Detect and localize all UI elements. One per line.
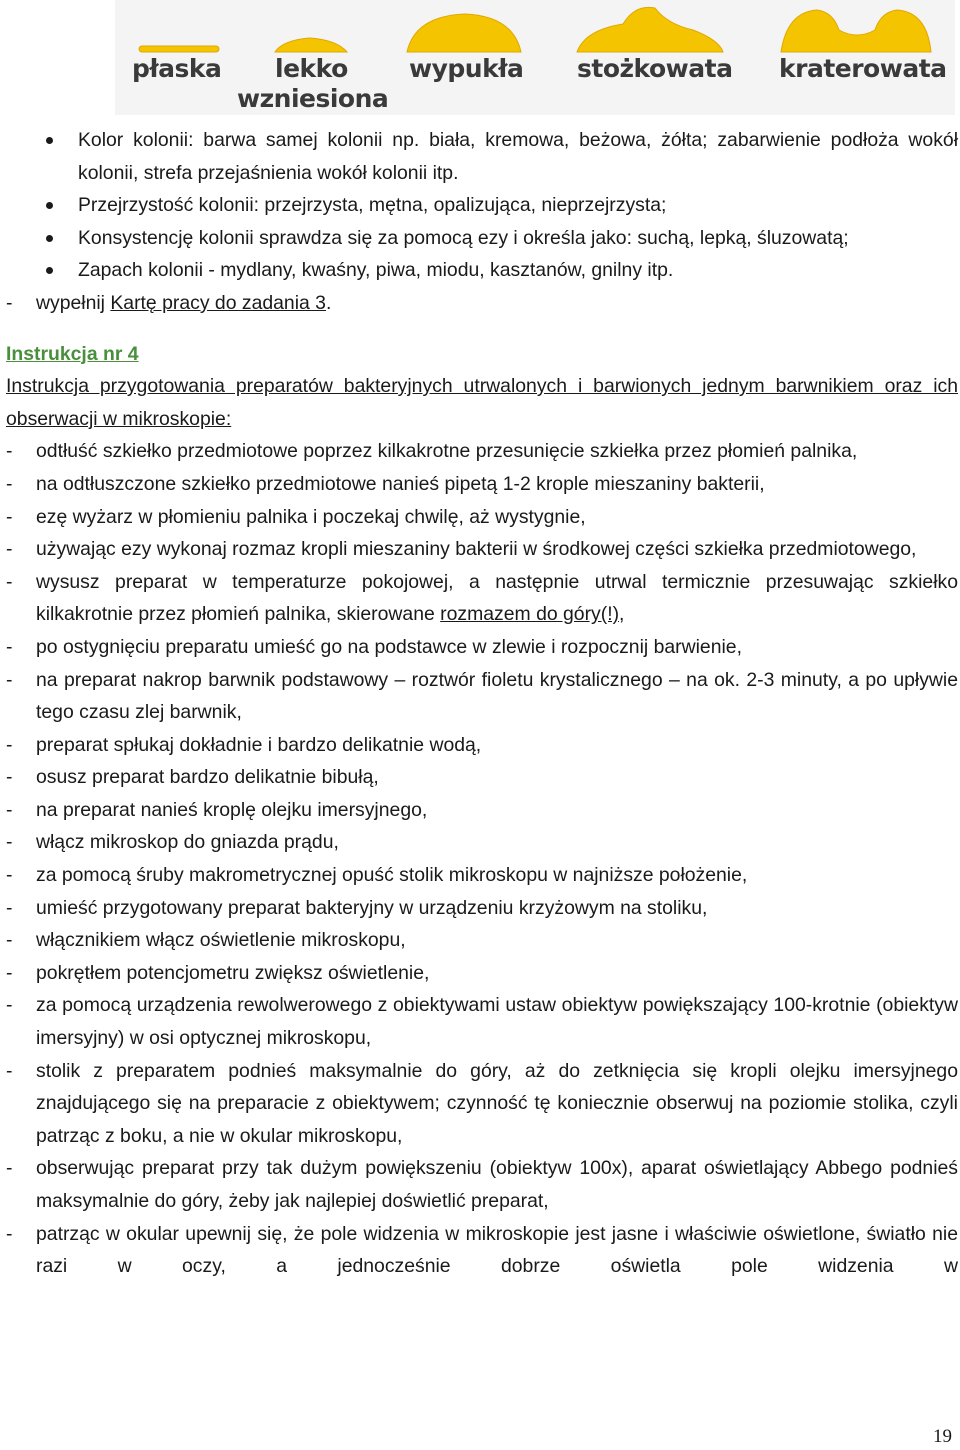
document-body (6, 124, 958, 1283)
page-number: 19 (933, 1426, 952, 1447)
label-flat: płaska (132, 54, 222, 83)
step-item (6, 533, 958, 566)
bullet-item (6, 254, 958, 287)
step-text: po ostygnięciu preparatu umieść go na podstawce w zlewie i rozpocznij barwienie, (36, 635, 742, 658)
label-umbonate: stożkowata (577, 54, 733, 83)
bullet-item (6, 124, 958, 189)
step-item (6, 989, 958, 1054)
dash-marker: - (6, 831, 13, 854)
dash-marker: - (6, 733, 13, 756)
label-raised-line2: wzniesiona (237, 84, 389, 113)
fill-card-suffix: . (325, 291, 332, 314)
colony-elevation-figure (115, 0, 955, 115)
bullet-item (6, 189, 958, 222)
bullet-text: Kolor kolonii: barwa samej kolonii np. biała, kremowa, beżowa, żółta; zabarwienie podłoża wokół kolonii, strefa przejaśnienia wokół kolonii itp. (78, 129, 958, 184)
step-text: używając ezy wykonaj rozmaz kropli mieszaniny bakterii w środkowej części szkiełka przedmiotowego, (36, 538, 917, 561)
dash-marker: - (6, 961, 13, 984)
umbonate-colony-shape (577, 7, 723, 52)
step-text: patrząc w okular upewnij się, że pole widzenia w mikroskopie jest jasne i właściwie oświetlone, światło nie razi w oczy, a jednocześnie dobrze oświetla pole widzenia w (36, 1222, 958, 1278)
step-item (6, 1218, 958, 1283)
step-text: za pomocą śruby makrometrycznej opuść stolik mikroskopu w najniższe położenie, (36, 864, 748, 887)
step-text: umieść przygotowany preparat bakteryjny w urządzeniu krzyżowym na stoliku, (36, 896, 708, 919)
instruction-intro: Instrukcja przygotowania preparatów bakteryjnych utrwalonych i barwionych jednym barwnikiem oraz ich obserwacji w mikroskopie: (6, 375, 958, 430)
bullet-item (6, 222, 958, 255)
bullet-dot (46, 267, 53, 274)
convex-colony-shape (407, 14, 521, 52)
work-card-link[interactable]: Kartę pracy do zadania 3 (110, 291, 326, 314)
step-emphasis: rozmazem do góry(!), (440, 603, 625, 626)
step-item (6, 1152, 958, 1217)
step-item (6, 501, 958, 534)
step-text: pokrętłem potencjometru zwiększ oświetlenie, (36, 961, 430, 984)
step-item (6, 794, 958, 827)
step-item (6, 1055, 958, 1153)
step-text: na odtłuszczone szkiełko przedmiotowe nanieś pipetą 1-2 krople mieszaniny bakterii, (36, 472, 765, 495)
dash-marker: - (6, 472, 13, 495)
dash-marker: - (6, 1222, 13, 1245)
step-item (6, 859, 958, 892)
dash-marker: - (6, 440, 13, 463)
crateriform-colony-shape (781, 10, 931, 52)
step-item (6, 631, 958, 664)
step-item (6, 761, 958, 794)
label-crateriform: kraterowata (779, 54, 947, 83)
dash-marker: - (6, 538, 13, 561)
step-text: stolik z preparatem podnieś maksymalnie do góry, aż do zetknięcia się kropli olejku imersyjnego znajdującego się na preparacie z obiektywem; czynność tę koniecznie obserwuj na poziomie stolika, czyli patrząc z boku, a nie w okular mikroskopu, (36, 1059, 958, 1147)
dash-marker: - (6, 766, 13, 789)
step-text: wysusz preparat w temperaturze pokojowej, a następnie utrwal termicznie przesuwając szkiełko kilkakrotnie przez płomień palnika, skierowane (36, 570, 958, 626)
dash-marker: - (6, 864, 13, 887)
step-text: odtłuść szkiełko przedmiotowe poprzez kilkakrotne przesunięcie szkiełka przez płomień palnika, (36, 440, 858, 463)
flat-colony-shape (139, 46, 219, 52)
step-text: ezę wyżarz w płomieniu palnika i poczekaj chwilę, aż wystygnie, (36, 505, 586, 528)
dash-marker: - (6, 929, 13, 952)
bullet-dot (46, 235, 53, 242)
bullet-text: Przejrzystość kolonii: przejrzysta, mętna, opalizująca, nieprzejrzysta; (78, 194, 667, 217)
step-text: za pomocą urządzenia rewolwerowego z obiektywami ustaw obiektyw powiększający 100-krotnie (obiektyw imersyjny) w osi optycznej mikroskopu, (36, 994, 958, 1050)
dash-marker: - (6, 570, 13, 593)
bullet-text: Zapach kolonii - mydlany, kwaśny, piwa, miodu, kasztanów, gnilny itp. (78, 259, 674, 282)
dash-marker: - (6, 1059, 13, 1082)
step-text: na preparat nanieś kroplę olejku imersyjnego, (36, 798, 428, 821)
bullet-dot (46, 137, 53, 144)
step-text: włącznikiem włącz oświetlenie mikroskopu, (36, 929, 406, 952)
step-item (6, 892, 958, 925)
dash-marker: - (6, 635, 13, 658)
label-convex: wypukła (409, 54, 524, 83)
raised-colony-shape (275, 38, 347, 52)
dash-marker: - (6, 896, 13, 919)
step-text: włącz mikroskop do gniazda prądu, (36, 831, 339, 854)
bullet-text: Konsystencję kolonii sprawdza się za pomocą ezy i określa jako: suchą, lepką, śluzowatą; (78, 226, 849, 249)
fill-card-prefix: wypełnij (36, 291, 111, 314)
step-text: obserwując preparat przy tak dużym powiększeniu (obiektyw 100x), aparat oświetlający Abbego podnieś maksymalnie do góry, żeby jak najlepiej doświetlić preparat, (36, 1157, 958, 1212)
step-item (6, 468, 958, 501)
step-text: osusz preparat bardzo delikatnie bibułą, (36, 766, 379, 789)
bullet-dot (46, 202, 53, 209)
step-text: na preparat nakrop barwnik podstawowy – roztwór fioletu krystalicznego – na ok. 2-3 minuty, a po upływie tego czasu zlej barwnik, (36, 668, 958, 724)
dash-marker: - (6, 505, 13, 528)
step-item (6, 664, 958, 729)
step-item (6, 957, 958, 990)
dash-marker: - (6, 994, 13, 1017)
fill-card-line (6, 287, 958, 320)
step-item (6, 729, 958, 762)
instruction-heading: Instrukcja nr 4 (6, 342, 139, 365)
dash-marker: - (6, 1157, 13, 1180)
label-raised-line1: lekko (275, 54, 348, 83)
dash-marker: - (6, 798, 13, 821)
step-item (6, 826, 958, 859)
dash-marker: - (6, 291, 13, 314)
step-item (6, 566, 958, 631)
step-item (6, 924, 958, 957)
step-item (6, 435, 958, 468)
dash-marker: - (6, 668, 13, 691)
step-text: preparat spłukaj dokładnie i bardzo delikatnie wodą, (36, 733, 482, 756)
